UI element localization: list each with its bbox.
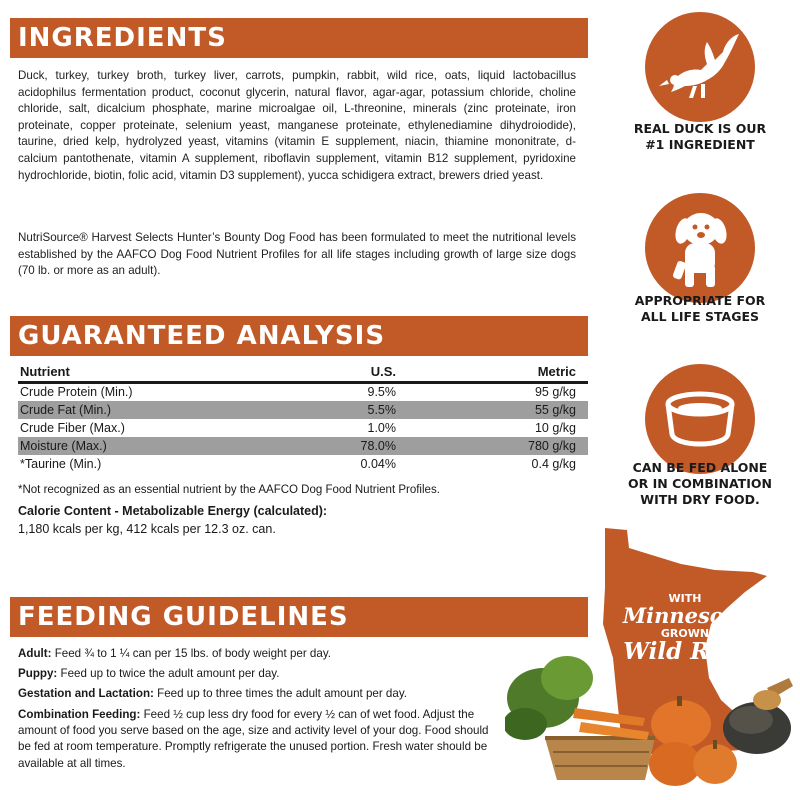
- nutrient-name: Moisture (Max.): [18, 437, 278, 455]
- nutrient-metric: 95 g/kg: [534, 385, 576, 400]
- feeding-puppy-text: Feed up to twice the adult amount per day.: [57, 667, 280, 680]
- analysis-table-header: [18, 364, 588, 383]
- nutrient-us: 9.5%: [367, 385, 396, 400]
- calorie-title: Calorie Content - Metabolizable Energy (calculated):: [18, 504, 328, 518]
- nutrient-us: 1.0%: [367, 420, 396, 435]
- analysis-table: [18, 364, 588, 473]
- duck-caption: [600, 121, 800, 153]
- table-row: [18, 455, 588, 473]
- table-row: [18, 419, 588, 437]
- minnesota-badge-text: [610, 592, 760, 664]
- nutrient-us: 78.0%: [278, 437, 398, 455]
- feeding-adult-label: Adult:: [18, 647, 52, 660]
- feeding-gestation-text: Feed up to three times the adult amount per day.: [153, 687, 407, 700]
- bowl-badge: [645, 364, 755, 474]
- duck-caption-line2: #1 INGREDIENT: [645, 137, 755, 152]
- feeding-combination-text: Feed ½ cup less dry food for every ½ can of wet food. Adjust the amount of food you serve based on the age, size and activity level of your dog. Food should be fed at room temperature. Promptly refrigerate the unused portion. Fresh water should be available at all times.: [18, 708, 489, 770]
- column-us: U.S.: [278, 364, 398, 383]
- life-stages-caption: [600, 293, 800, 325]
- puppy-icon: [645, 193, 755, 303]
- nutrient-us: 0.04%: [360, 456, 396, 471]
- table-row: [18, 437, 588, 455]
- bowl-caption: [600, 460, 800, 508]
- feeding-combination-label: Combination Feeding:: [18, 708, 141, 721]
- mn-product: Wild Rice: [623, 638, 747, 665]
- puppy-badge: [645, 193, 755, 303]
- mn-grown: GROWN: [660, 627, 710, 640]
- feeding-gestation: [18, 686, 500, 702]
- ingredients-header: INGREDIENTS: [10, 18, 588, 58]
- nutrient-metric: 780 g/kg: [398, 437, 588, 455]
- nutrient-metric: 10 g/kg: [534, 420, 576, 435]
- column-metric: Metric: [398, 364, 588, 383]
- table-row: [18, 401, 588, 419]
- nutrient-name: *Taurine (Min.): [20, 456, 102, 471]
- feeding-gestation-label: Gestation and Lactation:: [18, 687, 154, 700]
- feeding-combination: [18, 707, 500, 772]
- mn-state: Minnesota: [622, 603, 748, 628]
- feeding-adult-text: Feed ¾ to 1 ¼ can per 15 lbs. of body weight per day.: [51, 647, 331, 660]
- bowl-caption-line3: WITH DRY FOOD.: [640, 492, 760, 507]
- feeding-puppy: [18, 666, 500, 682]
- taurine-footnote: *Not recognized as an essential nutrient by the AAFCO Dog Food Nutrient Profiles.: [18, 484, 440, 496]
- life-stages-caption-line2: ALL LIFE STAGES: [640, 309, 760, 324]
- feeding-puppy-label: Puppy:: [18, 667, 58, 680]
- ingredients-list: Duck, turkey, turkey broth, turkey liver, carrots, pumpkin, rabbit, wild rice, oats, liquid lactobacillus acidophilus fermentation product, coconut glycerin, natural flavor, agar-agar, potassium chloride, choline chloride, salt, dicalcium phosphate, marine microalgae oil, L-threonine, minerals (zinc proteinate, iron proteinate, copper proteinate, selenium yeast, manganese proteinate, ethylenediamine dihydroiodide), taurine, dried kelp, hydrolyzed yeast, vitamins (vitamin E supplement, niacin, thiamine mononitrate, d-calcium pantothenate, vitamin A supplement, riboflavin supplement, vitamin B12 supplement, pyridoxine hydrochloride, biotin, folic acid, vitamin D3 supplement), yucca schidigera extract, brewers dried yeast.: [18, 69, 576, 182]
- nutrient-us: 5.5%: [278, 401, 398, 419]
- duck-icon: [645, 12, 755, 122]
- feeding-header: FEEDING GUIDELINES: [10, 597, 588, 637]
- nutrient-metric: 55 g/kg: [398, 401, 588, 419]
- life-stages-caption-line1: APPROPRIATE FOR: [634, 293, 766, 308]
- mn-with: WITH: [668, 592, 702, 605]
- nutrient-name: Crude Fat (Min.): [18, 401, 278, 419]
- duck-caption-line1: REAL DUCK IS OUR: [633, 121, 767, 136]
- nutrient-metric: 0.4 g/kg: [531, 456, 576, 471]
- bowl-icon: [645, 364, 755, 474]
- aafco-statement: NutriSource® Harvest Selects Hunter’s Bounty Dog Food has been formulated to meet the nutritional levels established by the AAFCO Dog Food Nutrient Profiles for all life stages including growth of large size dogs (70 lb. or more as an adult).: [18, 231, 576, 278]
- bowl-caption-line2: OR IN COMBINATION: [628, 476, 772, 491]
- analysis-header: GUARANTEED ANALYSIS: [10, 316, 588, 356]
- column-nutrient: Nutrient: [18, 364, 278, 383]
- duck-badge: [645, 12, 755, 122]
- table-row: [18, 383, 588, 401]
- feeding-adult: [18, 646, 500, 662]
- bowl-caption-line1: CAN BE FED ALONE: [632, 460, 768, 475]
- nutrient-name: Crude Fiber (Max.): [20, 420, 125, 435]
- nutrient-name: Crude Protein (Min.): [20, 385, 133, 400]
- calorie-value: 1,180 kcals per kg, 412 kcals per 12.3 oz. can.: [18, 522, 276, 536]
